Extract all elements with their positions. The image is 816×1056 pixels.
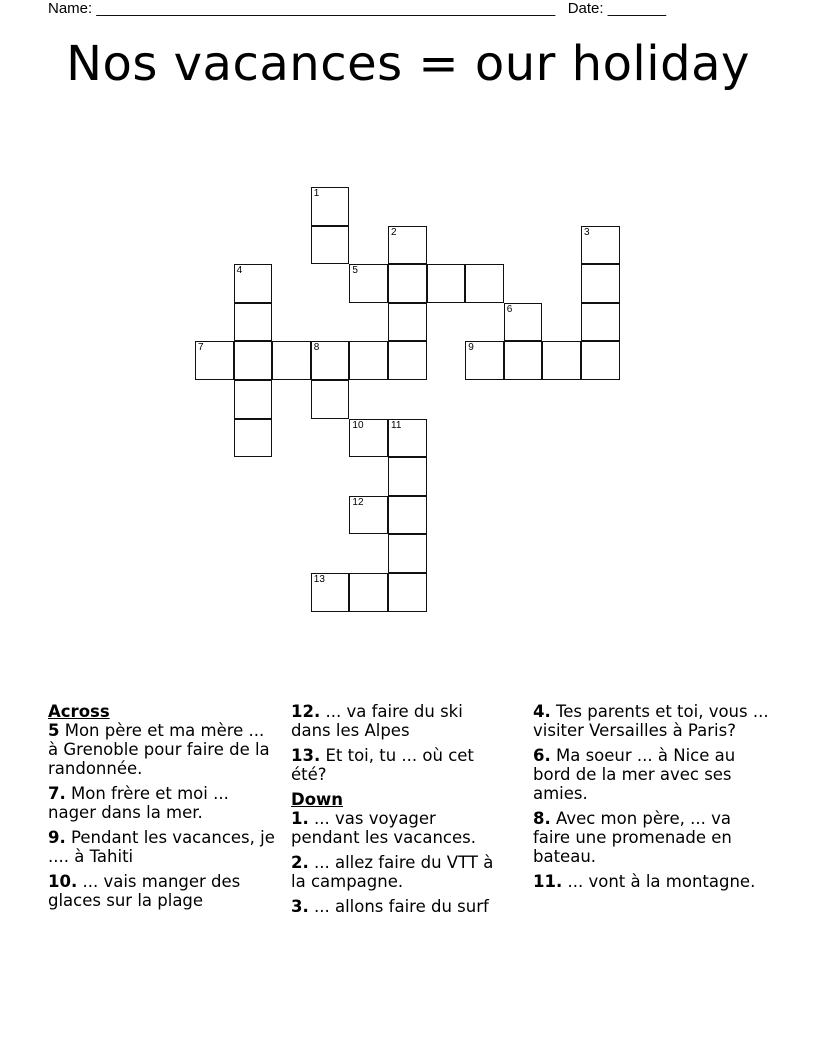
crossword-cell[interactable] [388,573,427,612]
crossword-cell[interactable] [581,226,620,265]
crossword-cell[interactable] [504,303,543,342]
clue-text: ... allons faire du surf [308,897,489,916]
clue-text: Mon frère et moi ... nager dans la mer. [48,784,229,822]
cell-number: 13 [313,574,325,585]
date-label: Date: [567,0,604,17]
clue-text: Avec mon père, ... va faire une promenade en bateau. [533,809,732,866]
clue-text: ... vont à la montagne. [562,872,756,891]
clue-across-12 [291,702,506,740]
crossword-cell[interactable] [234,380,273,419]
clue-number: 12. [291,702,321,721]
cell-number: 2 [391,226,397,238]
crossword-cell[interactable] [311,226,350,265]
crossword-cell[interactable] [581,303,620,342]
clue-number: 11. [533,872,563,891]
clue-number: 3. [291,897,309,916]
crossword-cell[interactable] [465,341,504,380]
crossword-cell[interactable] [234,303,273,342]
crossword-cell[interactable] [349,264,388,303]
crossword-cell[interactable] [349,341,388,380]
clue-text: Ma soeur ... à Nice au bord de la mer avec ses amies. [533,746,736,803]
crossword-cell[interactable] [388,457,427,496]
clue-down-6 [533,746,773,803]
crossword-cell[interactable] [581,264,620,303]
crossword-cell[interactable] [581,341,620,380]
crossword-cell[interactable] [465,264,504,303]
clue-number: 5 [48,721,60,740]
clue-across-13 [291,746,506,784]
clue-number: 7. [48,784,66,803]
cell-number: 9 [468,342,474,354]
cell-number: 11 [391,419,402,431]
crossword-cell[interactable] [349,419,388,458]
clue-number: 2. [291,853,309,872]
clue-number: 1. [291,809,309,828]
clue-number: 9. [48,828,66,847]
clue-text: ... va faire du ski dans les Alpes [291,702,463,740]
crossword-cell[interactable] [234,264,273,303]
clue-number: 6. [533,746,551,765]
clue-text: Et toi, tu ... où cet été? [291,746,474,784]
clue-text: ... vas voyager pendant les vacances. [291,809,476,847]
clue-text: Pendant les vacances, je .... à Tahiti [48,828,275,866]
clue-across-9 [48,828,278,866]
clue-down-2 [291,853,506,891]
cell-number: 3 [584,226,590,238]
clue-column-2 [291,702,506,922]
page-title: Nos vacances = our holiday [66,36,750,92]
cell-number: 7 [198,342,204,354]
crossword-cell[interactable] [427,264,466,303]
clue-down-11 [533,872,773,891]
clue-across-10 [48,872,278,910]
crossword-cell[interactable] [388,496,427,535]
clue-down-3 [291,897,506,916]
cell-number: 4 [236,265,243,277]
crossword-cell[interactable] [195,341,234,380]
cell-number: 1 [313,188,320,199]
cell-number: 5 [352,265,358,277]
crossword-cell[interactable] [388,264,427,303]
cell-number: 8 [313,342,320,354]
crossword-cell[interactable] [349,573,388,612]
crossword-cell[interactable] [272,341,311,380]
crossword-cell[interactable] [388,419,427,458]
clue-across-7 [48,784,278,822]
clue-number: 13. [291,746,321,765]
clue-number: 8. [533,809,551,828]
clue-down-4 [533,702,773,740]
cell-number: 12 [352,496,364,508]
clue-across-5 [48,721,278,778]
clue-column-3 [533,702,773,897]
clue-text: Tes parents et toi, vous ... visiter Versailles à Paris? [533,702,769,740]
across-heading: Across [48,702,110,721]
crossword-cell[interactable] [311,187,350,226]
clue-text: ... allez faire du VTT à la campagne. [291,853,494,891]
name-blank: _______________________________________________________ [96,0,556,17]
clue-down-1 [291,809,506,847]
crossword-cell[interactable] [311,380,350,419]
clue-column-1 [48,702,278,916]
crossword-cell[interactable] [388,226,427,265]
crossword-cell[interactable] [311,573,350,612]
cell-number: 10 [352,419,364,431]
crossword-cell[interactable] [234,341,273,380]
down-heading: Down [291,790,344,809]
crossword-cell[interactable] [504,341,543,380]
crossword-cell[interactable] [311,341,350,380]
clue-text: ... vais manger des glaces sur la plage [48,872,241,910]
clue-down-8 [533,809,773,866]
date-blank: _______ [607,0,667,17]
crossword-cell[interactable] [388,534,427,573]
crossword-cell[interactable] [234,419,273,458]
clue-number: 10. [48,872,78,891]
cell-number: 6 [506,303,513,315]
name-label: Name: [48,0,93,17]
clue-number: 4. [533,702,551,721]
crossword-cell[interactable] [349,496,388,535]
crossword-cell[interactable] [388,341,427,380]
clue-text: Mon père et ma mère ... à Grenoble pour faire de la randonnée. [48,721,270,778]
crossword-cell[interactable] [388,303,427,342]
crossword-cell[interactable] [542,341,581,380]
